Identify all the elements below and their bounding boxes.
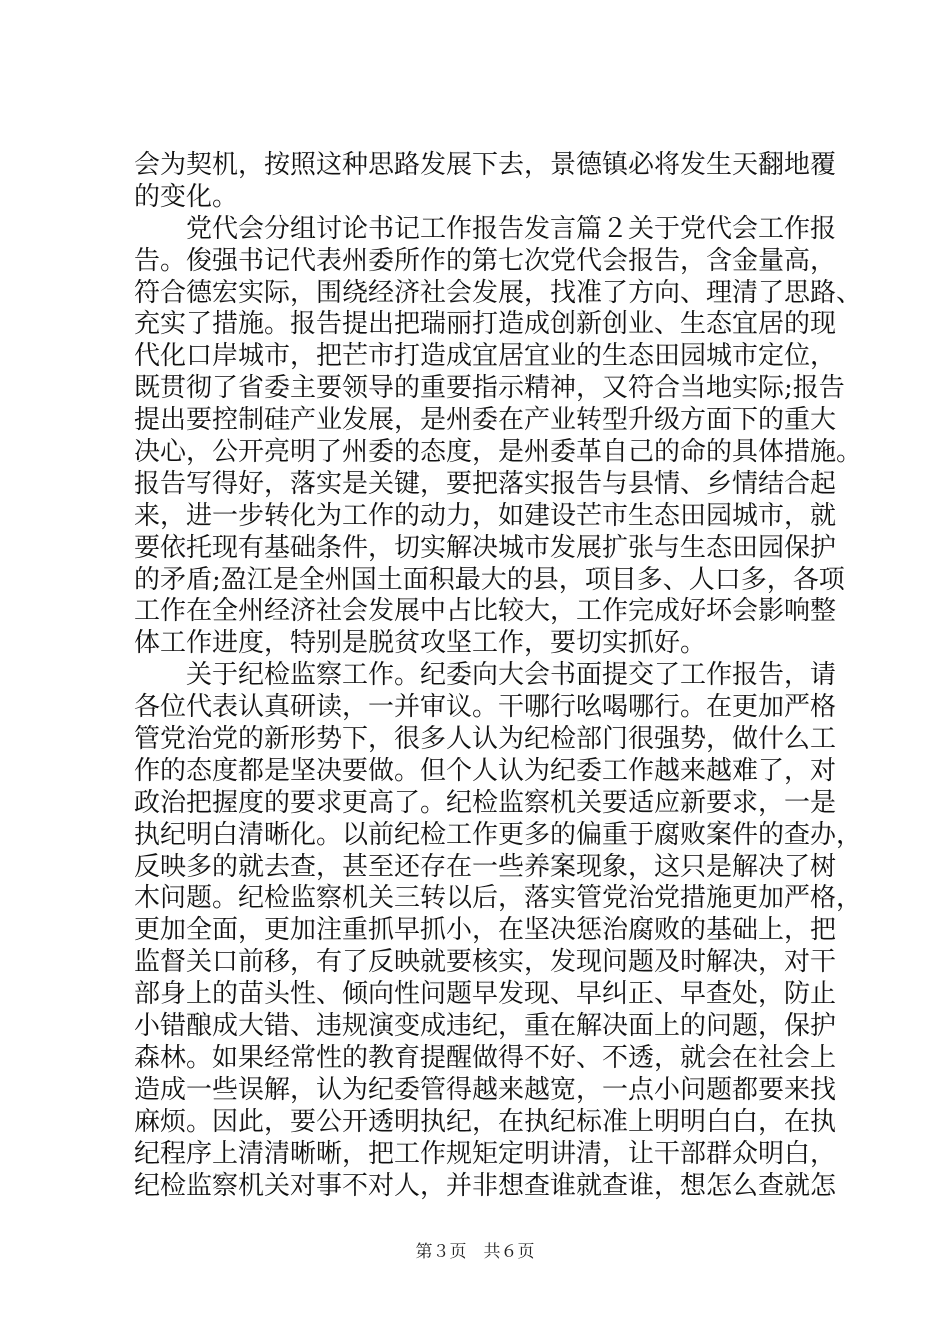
text-line: 来，进一步转化为工作的动力，如建设芒市生态田园城市，就 [134, 500, 837, 531]
page-footer [0, 1241, 950, 1263]
text-line: 的变化。 [134, 181, 239, 212]
text-line: 执纪明白清晰化。以前纪检工作更多的偏重于腐败案件的查办， [134, 819, 863, 850]
document-body [134, 150, 863, 1202]
text-line: 麻烦。因此，要公开透明执纪，在执纪标准上明明白白，在执 [134, 1106, 837, 1137]
text-line: 党代会分组讨论书记工作报告发言篇２关于党代会工作报 [186, 213, 837, 244]
text-line: 关于纪检监察工作。纪委向大会书面提交了工作报告，请 [186, 660, 837, 691]
text-line: 政治把握度的要求更高了。纪检监察机关要适应新要求，一是 [134, 787, 837, 818]
text-line: 更加全面，更加注重抓早抓小，在坚决惩治腐败的基础上，把 [134, 915, 837, 946]
text-line: 监督关口前移，有了反映就要核实，发现问题及时解决，对干 [134, 947, 837, 978]
page-number-label: 第３页 共６页 [415, 1242, 535, 1262]
text-line: 符合德宏实际，围绕经济社会发展，找准了方向、理清了思路、 [134, 277, 863, 308]
text-line: 纪检监察机关对事不对人，并非想查谁就查谁，想怎么查就怎 [134, 1170, 837, 1201]
text-line: 部身上的苗头性、倾向性问题早发现、早纠正、早查处，防止 [134, 979, 837, 1010]
paragraph-p2 [134, 213, 863, 660]
text-line: 各位代表认真研读，一并审议。干哪行吆喝哪行。在更加严格 [134, 692, 837, 723]
text-line: 会为契机，按照这种思路发展下去，景德镇必将发生天翻地覆 [134, 150, 837, 180]
text-line: 充实了措施。报告提出把瑞丽打造成创新创业、生态宜居的现 [134, 309, 837, 340]
text-line: 小错酿成大错、违规演变成违纪，重在解决面上的问题，保护 [134, 1011, 837, 1042]
text-line: 告。俊强书记代表州委所作的第七次党代会报告，含金量高， [134, 245, 837, 276]
text-line: 纪程序上清清晰晰，把工作规矩定明讲清，让干部群众明白， [134, 1138, 837, 1169]
paragraph-p3 [134, 660, 863, 1202]
text-line: 代化口岸城市，把芒市打造成宜居宜业的生态田园城市定位， [134, 341, 837, 372]
text-line: 管党治党的新形势下，很多人认为纪检部门很强势，做什么工 [134, 724, 837, 755]
text-line: 报告写得好，落实是关键，要把落实报告与县情、乡情结合起 [134, 468, 837, 499]
text-line: 造成一些误解，认为纪委管得越来越宽，一点小问题都要来找 [134, 1074, 837, 1105]
text-line: 反映多的就去查，甚至还存在一些养案现象，这只是解决了树 [134, 851, 837, 882]
paragraph-p1 [134, 150, 837, 214]
text-line: 要依托现有基础条件，切实解决城市发展扩张与生态田园保护 [134, 532, 837, 563]
paragraph-container [134, 150, 863, 1202]
text-line: 工作在全州经济社会发展中占比较大，工作完成好坏会影响整 [134, 596, 837, 627]
text-line: 既贯彻了省委主要领导的重要指示精神，又符合当地实际;报告 [134, 373, 845, 404]
text-line: 作的态度都是坚决要做。但个人认为纪委工作越来越难了，对 [134, 755, 837, 786]
text-line: 体工作进度，特别是脱贫攻坚工作，要切实抓好。 [134, 628, 707, 659]
text-line: 提出要控制硅产业发展，是州委在产业转型升级方面下的重大 [134, 405, 837, 436]
text-line: 的矛盾;盈江是全州国土面积最大的县，项目多、人口多，各项 [134, 564, 845, 595]
text-line: 决心，公开亮明了州委的态度，是州委革自己的命的具体措施。 [134, 437, 863, 468]
text-line: 森林。如果经常性的教育提醒做得不好、不透，就会在社会上 [134, 1042, 837, 1073]
text-line: 木问题。纪检监察机关三转以后，落实管党治党措施更加严格， [134, 883, 863, 914]
